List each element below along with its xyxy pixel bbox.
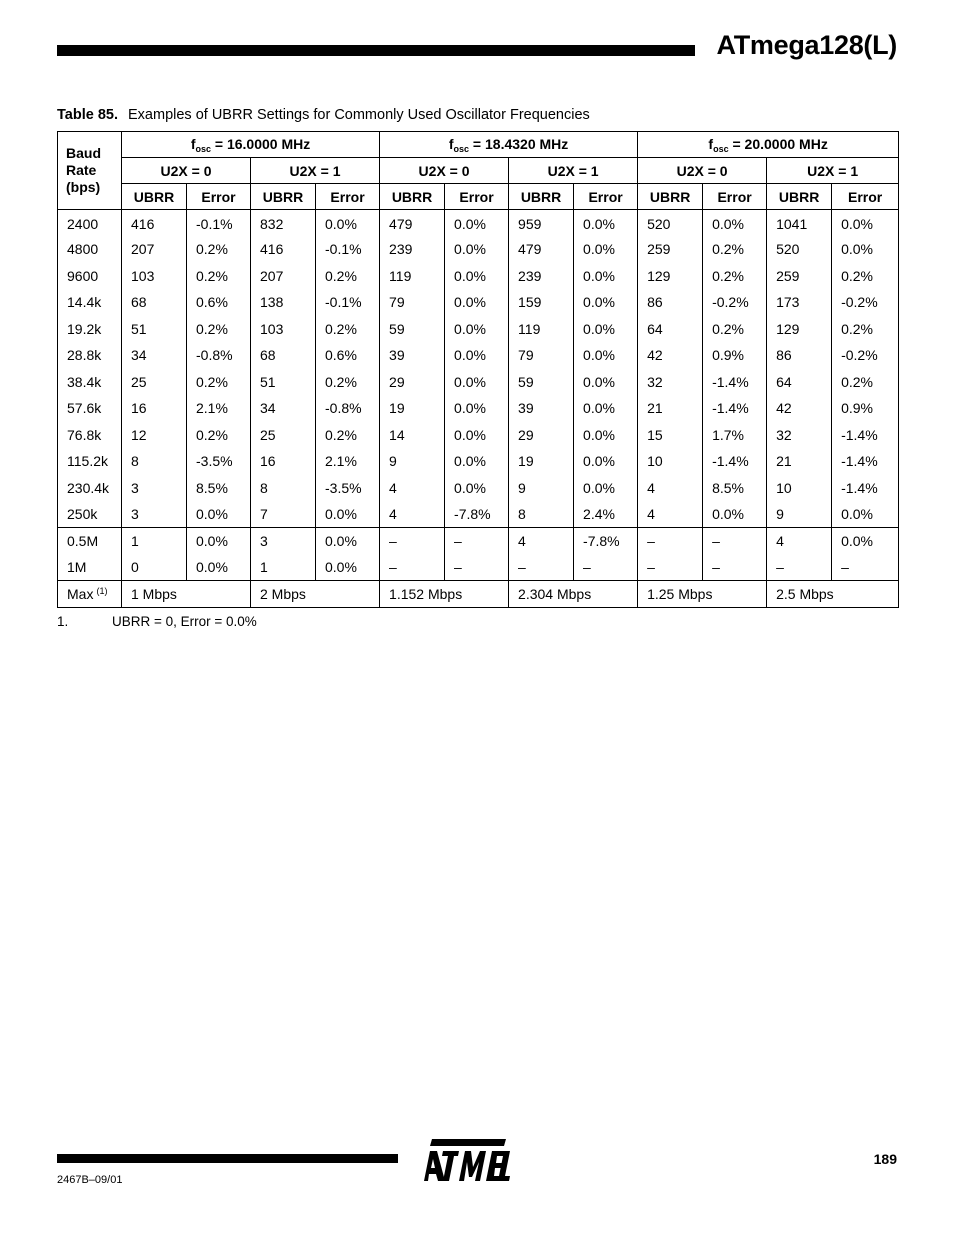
baud-rate-cell: 2400 bbox=[58, 210, 122, 237]
high-baud-rows bbox=[58, 528, 899, 581]
baud-rate-cell: 14.4k bbox=[58, 289, 122, 316]
ubrr-value-cell: 9 bbox=[380, 448, 445, 475]
ubrr-value-cell: 479 bbox=[509, 236, 574, 263]
error-value-cell: 0.0% bbox=[574, 263, 638, 290]
error-value-cell: 0.0% bbox=[316, 528, 380, 555]
ubrr-value-cell: 21 bbox=[767, 448, 832, 475]
ubrr-value-cell: 129 bbox=[638, 263, 703, 290]
ubrr-value-cell: 259 bbox=[638, 236, 703, 263]
ubrr-value-cell: 10 bbox=[767, 475, 832, 502]
error-value-cell: 0.0% bbox=[445, 210, 509, 237]
baud-rate-cell: 19.2k bbox=[58, 316, 122, 343]
error-value-cell: 0.0% bbox=[574, 289, 638, 316]
error-value-cell: 2.1% bbox=[187, 395, 251, 422]
table-caption bbox=[57, 107, 590, 123]
ubrr-value-cell: 0 bbox=[122, 554, 187, 581]
table-row bbox=[58, 422, 899, 449]
ubrr-value-cell: 7 bbox=[251, 501, 316, 528]
ubrr-col-header: UBRR bbox=[509, 184, 574, 210]
max-rate-cell: 2.5 Mbps bbox=[767, 581, 899, 608]
ubrr-col-header: UBRR bbox=[767, 184, 832, 210]
error-value-cell: 0.0% bbox=[574, 236, 638, 263]
u2x-header: U2X = 0 bbox=[122, 158, 251, 184]
ubrr-value-cell: 239 bbox=[509, 263, 574, 290]
ubrr-col-header: UBRR bbox=[380, 184, 445, 210]
ubrr-value-cell: 12 bbox=[122, 422, 187, 449]
table-row bbox=[58, 316, 899, 343]
error-value-cell: 0.2% bbox=[187, 263, 251, 290]
error-value-cell: 0.0% bbox=[316, 554, 380, 581]
error-value-cell: 0.0% bbox=[445, 369, 509, 396]
ubrr-value-cell: – bbox=[380, 528, 445, 555]
max-row bbox=[58, 581, 899, 608]
error-value-cell: -0.2% bbox=[832, 342, 899, 369]
ubrr-value-cell: 3 bbox=[122, 501, 187, 528]
u2x-header: U2X = 0 bbox=[638, 158, 767, 184]
baud-rate-cell: 57.6k bbox=[58, 395, 122, 422]
error-value-cell: 0.0% bbox=[187, 554, 251, 581]
error-col-header: Error bbox=[703, 184, 767, 210]
error-col-header: Error bbox=[187, 184, 251, 210]
error-value-cell: 0.0% bbox=[574, 342, 638, 369]
error-value-cell: 0.0% bbox=[574, 475, 638, 502]
ubrr-value-cell: 416 bbox=[122, 210, 187, 237]
error-col-header: Error bbox=[574, 184, 638, 210]
ubrr-value-cell: 8 bbox=[251, 475, 316, 502]
error-value-cell: -3.5% bbox=[316, 475, 380, 502]
error-value-cell: 0.0% bbox=[703, 210, 767, 237]
ubrr-value-cell: 19 bbox=[380, 395, 445, 422]
ubrr-value-cell: 520 bbox=[767, 236, 832, 263]
ubrr-value-cell: 4 bbox=[638, 475, 703, 502]
error-value-cell: -1.4% bbox=[703, 395, 767, 422]
u2x-header: U2X = 1 bbox=[767, 158, 899, 184]
error-value-cell: -0.1% bbox=[316, 289, 380, 316]
error-value-cell: 8.5% bbox=[703, 475, 767, 502]
ubrr-value-cell: 416 bbox=[251, 236, 316, 263]
footer-rule bbox=[57, 1154, 398, 1163]
ubrr-value-cell: 1 bbox=[122, 528, 187, 555]
u2x-header: U2X = 1 bbox=[509, 158, 638, 184]
ubrr-value-cell: 64 bbox=[767, 369, 832, 396]
error-value-cell: – bbox=[445, 528, 509, 555]
ubrr-settings-table bbox=[57, 131, 899, 608]
error-value-cell: 0.2% bbox=[316, 263, 380, 290]
error-value-cell: 0.0% bbox=[574, 395, 638, 422]
ubrr-value-cell: 4 bbox=[638, 501, 703, 528]
ubrr-value-cell: 79 bbox=[509, 342, 574, 369]
max-rate-cell: 2 Mbps bbox=[251, 581, 380, 608]
ubrr-col-header: UBRR bbox=[251, 184, 316, 210]
ubrr-value-cell: 79 bbox=[380, 289, 445, 316]
error-value-cell: 0.0% bbox=[574, 448, 638, 475]
table-title: Examples of UBRR Settings for Commonly Used Oscillator Frequencies bbox=[128, 107, 590, 123]
error-value-cell: -0.8% bbox=[187, 342, 251, 369]
error-value-cell: -1.4% bbox=[703, 448, 767, 475]
error-value-cell: 0.0% bbox=[445, 236, 509, 263]
table-row bbox=[58, 342, 899, 369]
error-value-cell: -0.2% bbox=[832, 289, 899, 316]
table-row bbox=[58, 263, 899, 290]
ubrr-value-cell: 103 bbox=[251, 316, 316, 343]
ubrr-value-cell: 68 bbox=[122, 289, 187, 316]
ubrr-value-cell: 42 bbox=[638, 342, 703, 369]
ubrr-value-cell: 4 bbox=[380, 475, 445, 502]
ubrr-value-cell: 173 bbox=[767, 289, 832, 316]
error-value-cell: 0.0% bbox=[316, 210, 380, 237]
ubrr-value-cell: 16 bbox=[251, 448, 316, 475]
error-value-cell: 8.5% bbox=[187, 475, 251, 502]
baud-rate-cell: 230.4k bbox=[58, 475, 122, 502]
error-col-header: Error bbox=[316, 184, 380, 210]
error-value-cell: -7.8% bbox=[574, 528, 638, 555]
baud-rate-cell: 38.4k bbox=[58, 369, 122, 396]
ubrr-value-cell: 51 bbox=[122, 316, 187, 343]
error-value-cell: 0.2% bbox=[187, 422, 251, 449]
error-value-cell: -0.1% bbox=[187, 210, 251, 237]
error-value-cell: 0.0% bbox=[832, 236, 899, 263]
error-value-cell: 0.6% bbox=[187, 289, 251, 316]
ubrr-value-cell: – bbox=[767, 554, 832, 581]
header-rule bbox=[57, 45, 695, 56]
error-value-cell: -0.1% bbox=[316, 236, 380, 263]
footnote-number: 1. bbox=[57, 614, 69, 629]
error-value-cell: -1.4% bbox=[703, 369, 767, 396]
ubrr-value-cell: 34 bbox=[122, 342, 187, 369]
error-value-cell: 0.0% bbox=[445, 289, 509, 316]
page-number: 189 bbox=[873, 1151, 897, 1167]
ubrr-value-cell: 207 bbox=[251, 263, 316, 290]
error-value-cell: 0.0% bbox=[187, 501, 251, 528]
error-value-cell: -7.8% bbox=[445, 501, 509, 528]
footnote bbox=[57, 614, 257, 629]
error-value-cell: 0.2% bbox=[187, 316, 251, 343]
ubrr-value-cell: 59 bbox=[380, 316, 445, 343]
error-value-cell: 0.0% bbox=[574, 369, 638, 396]
table-row bbox=[58, 448, 899, 475]
ubrr-value-cell: 39 bbox=[509, 395, 574, 422]
ubrr-value-cell: 3 bbox=[251, 528, 316, 555]
error-col-header: Error bbox=[832, 184, 899, 210]
ubrr-value-cell: 138 bbox=[251, 289, 316, 316]
ubrr-value-cell: 86 bbox=[638, 289, 703, 316]
error-value-cell: -1.4% bbox=[832, 448, 899, 475]
error-value-cell: 0.2% bbox=[316, 369, 380, 396]
ubrr-value-cell: 39 bbox=[380, 342, 445, 369]
baud-rate-cell: 76.8k bbox=[58, 422, 122, 449]
ubrr-value-cell: 1041 bbox=[767, 210, 832, 237]
ubrr-value-cell: 129 bbox=[767, 316, 832, 343]
error-value-cell: 0.0% bbox=[445, 475, 509, 502]
ubrr-value-cell: 4 bbox=[767, 528, 832, 555]
baud-rate-cell: 115.2k bbox=[58, 448, 122, 475]
ubrr-value-cell: – bbox=[380, 554, 445, 581]
u2x-header: U2X = 1 bbox=[251, 158, 380, 184]
ubrr-value-cell: 3 bbox=[122, 475, 187, 502]
footnote-text: UBRR = 0, Error = 0.0% bbox=[112, 614, 257, 629]
ubrr-value-cell: 4 bbox=[380, 501, 445, 528]
error-value-cell: – bbox=[574, 554, 638, 581]
ubrr-value-cell: 68 bbox=[251, 342, 316, 369]
error-value-cell: 0.0% bbox=[832, 528, 899, 555]
freq-header-18mhz: $f_{osc} = 18.4320$ MHz bbox=[380, 132, 638, 158]
error-value-cell: 0.0% bbox=[316, 501, 380, 528]
u2x-header: U2X = 0 bbox=[380, 158, 509, 184]
error-value-cell: 0.9% bbox=[832, 395, 899, 422]
ubrr-value-cell: 15 bbox=[638, 422, 703, 449]
ubrr-value-cell: 10 bbox=[638, 448, 703, 475]
standard-baud-rows bbox=[58, 210, 899, 528]
error-value-cell: 0.2% bbox=[316, 316, 380, 343]
error-value-cell: 0.0% bbox=[445, 422, 509, 449]
error-value-cell: 0.2% bbox=[316, 422, 380, 449]
atmel-logo bbox=[410, 1137, 510, 1190]
ubrr-value-cell: 42 bbox=[767, 395, 832, 422]
table-row bbox=[58, 289, 899, 316]
ubrr-value-cell: 14 bbox=[380, 422, 445, 449]
ubrr-value-cell: 1 bbox=[251, 554, 316, 581]
ubrr-value-cell: 29 bbox=[509, 422, 574, 449]
ubrr-value-cell: 21 bbox=[638, 395, 703, 422]
table-row bbox=[58, 369, 899, 396]
ubrr-value-cell: 159 bbox=[509, 289, 574, 316]
error-value-cell: 0.0% bbox=[574, 210, 638, 237]
baud-rate-header: Baud Rate (bps) bbox=[58, 132, 122, 210]
error-value-cell: 0.0% bbox=[187, 528, 251, 555]
ubrr-value-cell: 25 bbox=[251, 422, 316, 449]
ubrr-value-cell: 207 bbox=[122, 236, 187, 263]
ubrr-value-cell: 103 bbox=[122, 263, 187, 290]
error-value-cell: 0.9% bbox=[703, 342, 767, 369]
table-row bbox=[58, 528, 899, 555]
ubrr-value-cell: 4 bbox=[509, 528, 574, 555]
max-rate-rows bbox=[58, 581, 899, 608]
error-value-cell: 0.0% bbox=[832, 501, 899, 528]
ubrr-value-cell: 32 bbox=[767, 422, 832, 449]
ubrr-value-cell: 119 bbox=[509, 316, 574, 343]
error-value-cell: 0.2% bbox=[703, 236, 767, 263]
ubrr-col-header: UBRR bbox=[122, 184, 187, 210]
table-row bbox=[58, 395, 899, 422]
error-value-cell: -0.8% bbox=[316, 395, 380, 422]
ubrr-value-cell: 9 bbox=[767, 501, 832, 528]
ubrr-value-cell: 832 bbox=[251, 210, 316, 237]
error-value-cell: -0.2% bbox=[703, 289, 767, 316]
error-value-cell: 0.6% bbox=[316, 342, 380, 369]
max-rate-cell: 1.25 Mbps bbox=[638, 581, 767, 608]
document-title: ATmega128(L) bbox=[716, 30, 897, 60]
error-value-cell: -1.4% bbox=[832, 475, 899, 502]
ubrr-value-cell: – bbox=[509, 554, 574, 581]
error-value-cell: – bbox=[703, 554, 767, 581]
error-value-cell: 0.2% bbox=[832, 263, 899, 290]
ubrr-value-cell: 64 bbox=[638, 316, 703, 343]
baud-rate-cell: 0.5M bbox=[58, 528, 122, 555]
error-value-cell: 0.0% bbox=[445, 448, 509, 475]
ubrr-value-cell: 959 bbox=[509, 210, 574, 237]
max-rate-cell: 2.304 Mbps bbox=[509, 581, 638, 608]
error-value-cell: 0.0% bbox=[445, 395, 509, 422]
max-rate-cell: 1.152 Mbps bbox=[380, 581, 509, 608]
ubrr-col-header: UBRR bbox=[638, 184, 703, 210]
ubrr-value-cell: – bbox=[638, 554, 703, 581]
baud-rate-cell: 1M bbox=[58, 554, 122, 581]
error-value-cell: 0.0% bbox=[703, 501, 767, 528]
document-code: 2467B–09/01 bbox=[57, 1174, 123, 1186]
ubrr-value-cell: 86 bbox=[767, 342, 832, 369]
table-row bbox=[58, 475, 899, 502]
error-value-cell: -3.5% bbox=[187, 448, 251, 475]
error-value-cell: 2.4% bbox=[574, 501, 638, 528]
max-rate-cell: 1 Mbps bbox=[122, 581, 251, 608]
ubrr-value-cell: 29 bbox=[380, 369, 445, 396]
ubrr-value-cell: 520 bbox=[638, 210, 703, 237]
error-value-cell: 0.2% bbox=[703, 316, 767, 343]
table-row bbox=[58, 554, 899, 581]
error-value-cell: – bbox=[832, 554, 899, 581]
table-row bbox=[58, 236, 899, 263]
ubrr-value-cell: 19 bbox=[509, 448, 574, 475]
ubrr-value-cell: 34 bbox=[251, 395, 316, 422]
freq-header-20mhz: $f_{osc} = 20.0000$ MHz bbox=[638, 132, 899, 158]
error-value-cell: 0.0% bbox=[574, 316, 638, 343]
ubrr-value-cell: – bbox=[638, 528, 703, 555]
ubrr-value-cell: 239 bbox=[380, 236, 445, 263]
ubrr-value-cell: 9 bbox=[509, 475, 574, 502]
freq-header-16mhz: $f_{osc} = 16.0000$ MHz bbox=[122, 132, 380, 158]
error-value-cell: 0.2% bbox=[187, 369, 251, 396]
error-value-cell: -1.4% bbox=[832, 422, 899, 449]
baud-rate-cell: 28.8k bbox=[58, 342, 122, 369]
ubrr-value-cell: 119 bbox=[380, 263, 445, 290]
ubrr-value-cell: 51 bbox=[251, 369, 316, 396]
table-row bbox=[58, 501, 899, 528]
error-value-cell: 0.0% bbox=[574, 422, 638, 449]
ubrr-value-cell: 8 bbox=[122, 448, 187, 475]
table-row bbox=[58, 210, 899, 237]
error-value-cell: 0.0% bbox=[832, 210, 899, 237]
ubrr-value-cell: 479 bbox=[380, 210, 445, 237]
error-col-header: Error bbox=[445, 184, 509, 210]
max-label-cell: Max $^{(1)}$ bbox=[58, 581, 122, 608]
error-value-cell: – bbox=[703, 528, 767, 555]
error-value-cell: 0.0% bbox=[445, 316, 509, 343]
error-value-cell: 0.2% bbox=[832, 316, 899, 343]
error-value-cell: 0.0% bbox=[445, 263, 509, 290]
ubrr-value-cell: 259 bbox=[767, 263, 832, 290]
table-number: Table 85. bbox=[57, 107, 118, 123]
ubrr-value-cell: 32 bbox=[638, 369, 703, 396]
baud-rate-cell: 250k bbox=[58, 501, 122, 528]
baud-rate-cell: 4800 bbox=[58, 236, 122, 263]
error-value-cell: 1.7% bbox=[703, 422, 767, 449]
error-value-cell: 0.0% bbox=[445, 342, 509, 369]
ubrr-value-cell: 8 bbox=[509, 501, 574, 528]
ubrr-value-cell: 59 bbox=[509, 369, 574, 396]
error-value-cell: – bbox=[445, 554, 509, 581]
error-value-cell: 2.1% bbox=[316, 448, 380, 475]
error-value-cell: 0.2% bbox=[832, 369, 899, 396]
ubrr-value-cell: 25 bbox=[122, 369, 187, 396]
ubrr-value-cell: 16 bbox=[122, 395, 187, 422]
error-value-cell: 0.2% bbox=[187, 236, 251, 263]
baud-rate-cell: 9600 bbox=[58, 263, 122, 290]
error-value-cell: 0.2% bbox=[703, 263, 767, 290]
